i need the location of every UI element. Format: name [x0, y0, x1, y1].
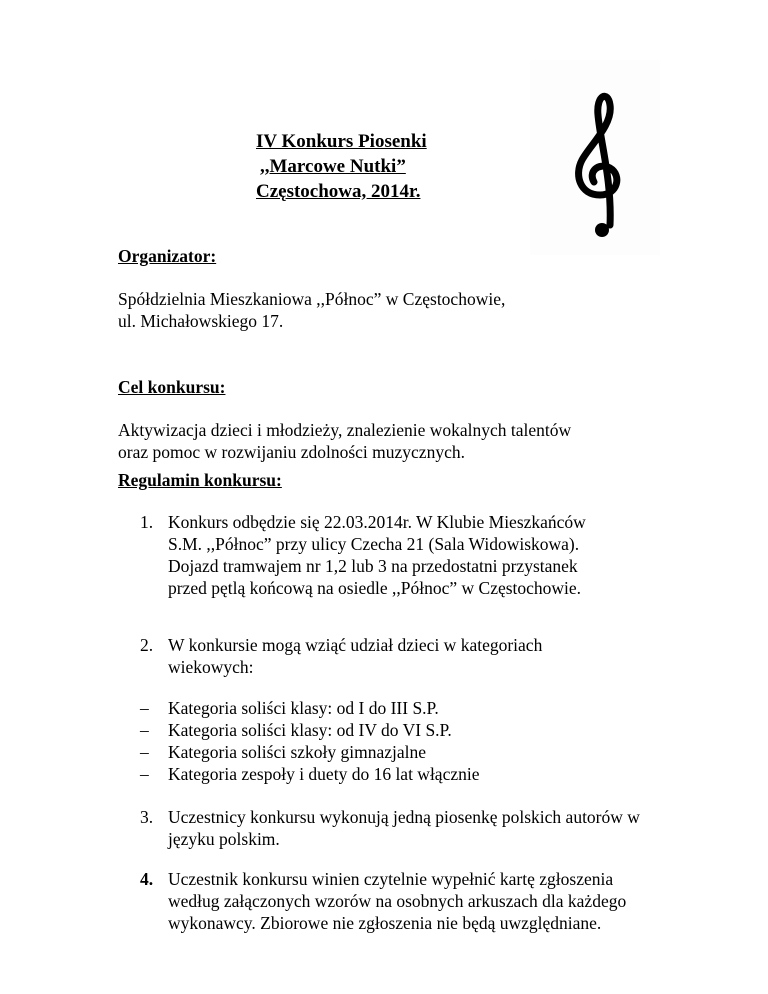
goal-line-2: oraz pomoc w rozwijaniu zdolności muzycznych. [118, 442, 465, 462]
category-text: Kategoria soliści szkoły gimnazjalne [168, 742, 427, 762]
dash-bullet: – [140, 720, 149, 740]
rule-number: 1. [140, 512, 154, 532]
title-line-1: IV Konkurs Piosenki [256, 131, 427, 152]
organizer-heading: Organizator: [118, 246, 217, 266]
rule-number: 3. [140, 807, 154, 827]
rule-line: W konkursie mogą wziąć udział dzieci w kategoriach [168, 635, 543, 655]
goal-line-1: Aktywizacja dzieci i młodzieży, znalezienie wokalnych talentów [118, 420, 572, 440]
rule-line: S.M. ,,Północ” przy ulicy Czecha 21 (Sala Widowiskowa). [168, 534, 580, 554]
category-text: Kategoria soliści klasy: od I do III S.P. [168, 698, 439, 718]
rule-number: 2. [140, 635, 154, 655]
rule-line: wykonawcy. Zbiorowe nie zgłoszenia nie będą uwzględniane. [168, 913, 602, 933]
goal-heading: Cel konkursu: [118, 377, 226, 397]
rule-line: przed pętlą końcową na osiedle ,,Północ” w Częstochowie. [168, 578, 582, 598]
dash-bullet: – [140, 764, 149, 784]
rules-heading: Regulamin konkursu: [118, 470, 282, 490]
rule-line: Uczestnik konkursu winien czytelnie wypełnić kartę zgłoszenia [168, 869, 614, 889]
rule-line: wiekowych: [168, 657, 254, 677]
dash-bullet: – [140, 742, 149, 762]
organizer-text [118, 288, 505, 332]
rule-number: 4. [140, 869, 154, 889]
document-title [256, 129, 427, 204]
title-line-3: Częstochowa, 2014r. [256, 181, 421, 202]
rule-line: według załączonych wzorów na osobnych arkuszach dla każdego [168, 891, 627, 911]
title-line-2: ,,Marcowe Nutki” [260, 156, 406, 177]
rule-line: języku polskim. [168, 829, 280, 849]
goal-text [118, 419, 571, 463]
rule-line: Uczestnicy konkursu wykonują jedną piosenkę polskich autorów w [168, 807, 640, 827]
rule-line: Konkurs odbędzie się 22.03.2014r. W Klubie Mieszkańców [168, 512, 586, 532]
organizer-line-1: Spółdzielnia Mieszkaniowa ,,Północ” w Częstochowie, [118, 289, 506, 309]
category-text: Kategoria soliści klasy: od IV do VI S.P. [168, 720, 452, 740]
organizer-line-2: ul. Michałowskiego 17. [118, 311, 284, 331]
category-text: Kategoria zespoły i duety do 16 lat włącznie [168, 764, 480, 784]
rule-line: Dojazd tramwajem nr 1,2 lub 3 na przedostatni przystanek [168, 556, 578, 576]
dash-bullet: – [140, 698, 149, 718]
treble-clef-icon [530, 60, 660, 255]
